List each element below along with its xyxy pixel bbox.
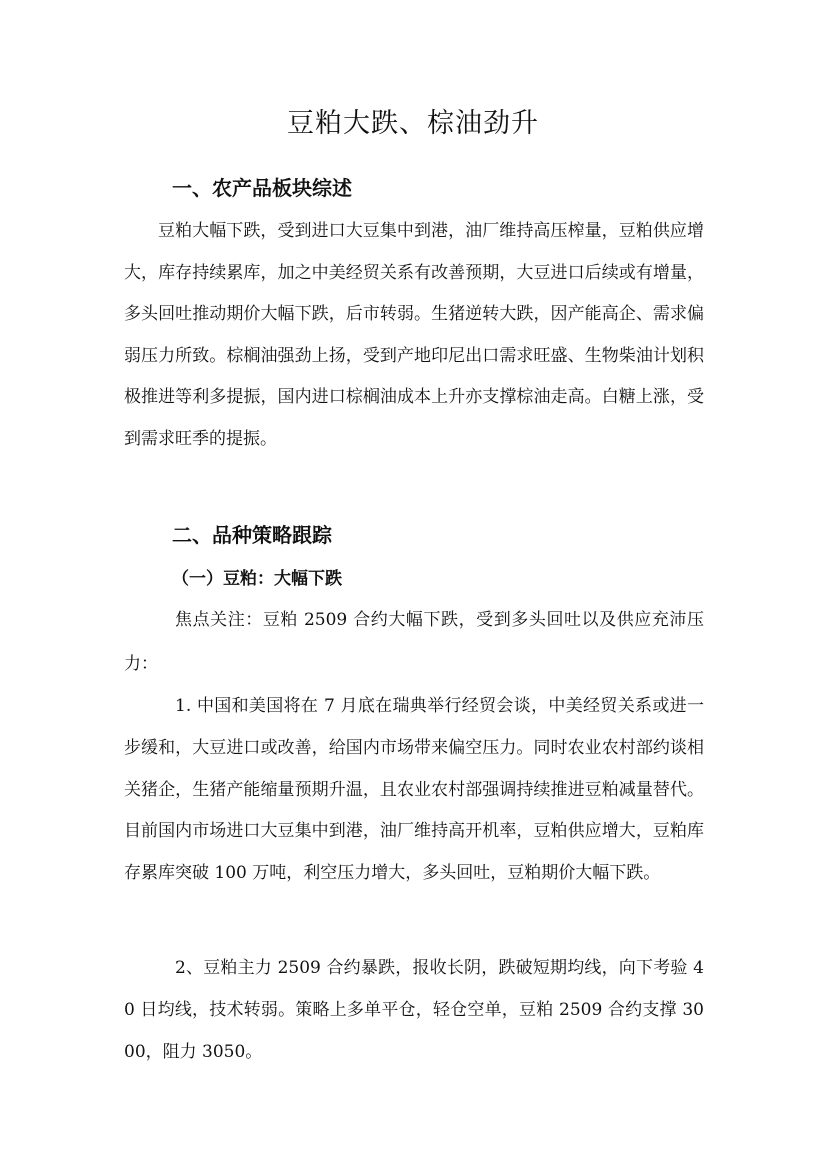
subsection-heading-soymeal: （一）豆粕：大幅下跌 [172,569,342,589]
focus-paragraph: 焦点关注：豆粕 2509 合约大幅下跌，受到多头回吐以及供应充沛压力： [124,610,704,674]
point-1-paragraph: 1. 中国和美国将在 7 月底在瑞典举行经贸会谈，中美经贸关系或进一步缓和，大豆进口或改善，给国内市场带来偏空压力。同时农业农村部约谈相关猪企，生猪产能缩量预期升温，且农业农村部强调持续推进豆粕减量替代。目前国内市场进口大豆集中到港，油厂维持高开机率，豆粕供应增大，豆粕库存累库突破 100 万吨，利空压力增大，多头回吐，豆粕期价大幅下跌。 [124,696,704,884]
document-title: 豆粕大跌、棕油劲升 [287,108,539,139]
section-heading-overview: 一、农产品板块综述 [172,176,352,200]
overview-paragraph: 豆粕大幅下跌，受到进口大豆集中到港，油厂维持高压榨量，豆粕供应增大，库存持续累库，加之中美经贸关系有改善预期，大豆进口后续或有增量，多头回吐推动期价大幅下跌，后市转弱。生猪逆转大跌，因产能高企、需求偏弱压力所致。棕榈油强劲上扬，受到产地印尼出口需求旺盛、生物柴油计划积极推进等利多提振，国内进口棕榈油成本上升亦支撑棕油走高。白糖上涨，受到需求旺季的提振。 [124,221,704,449]
section-heading-strategy: 二、品种策略跟踪 [172,523,332,547]
point-2-paragraph: 2、豆粕主力 2509 合约暴跌，报收长阴，跌破短期均线，向下考验 40 日均线，技术转弱。策略上多单平仓，轻仓空单，豆粕 2509 合约支撑 3000，阻力 3050。 [124,958,704,1062]
